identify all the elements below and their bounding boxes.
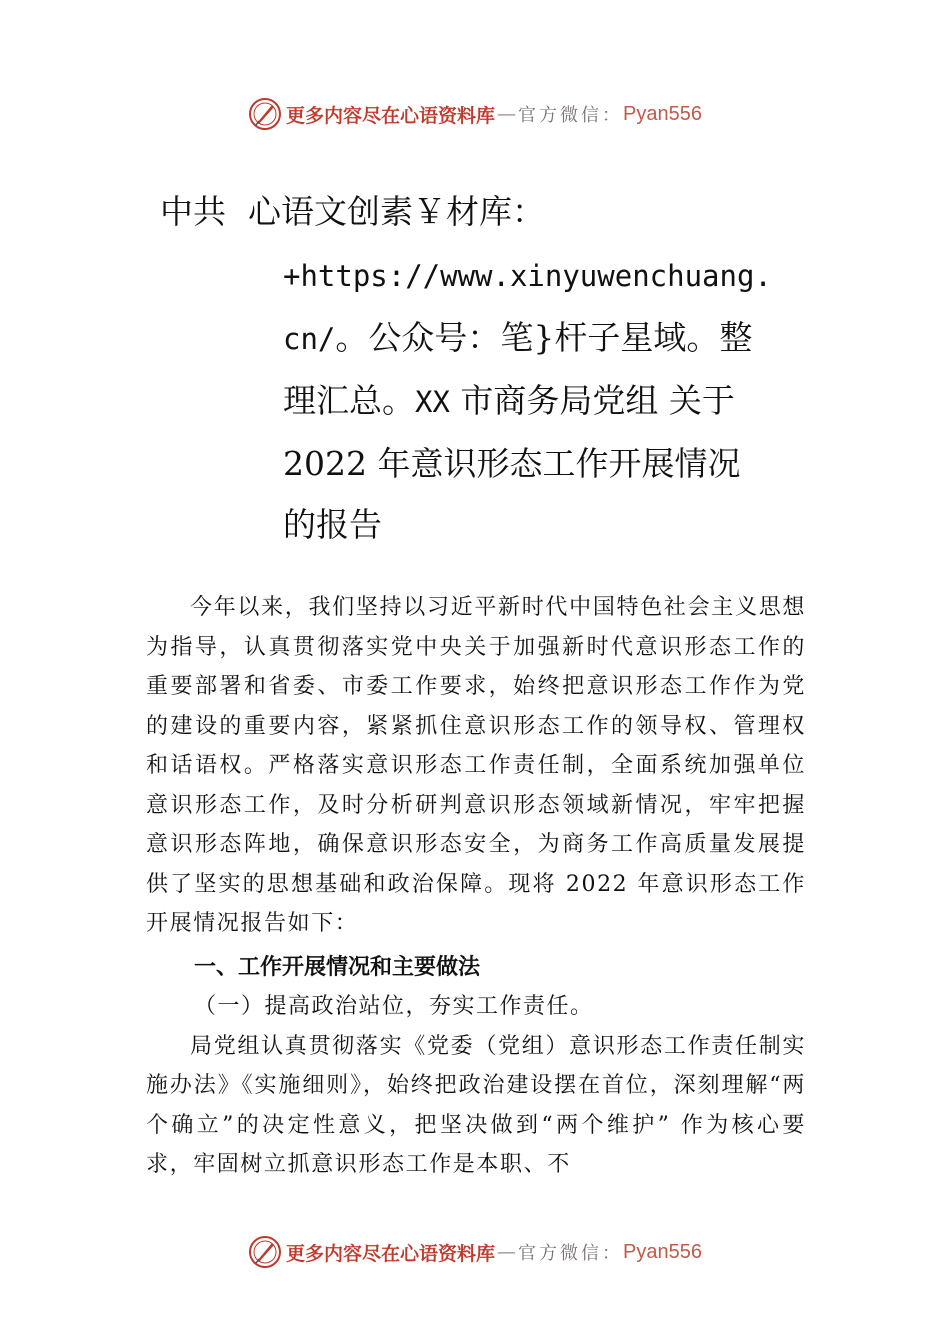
intro-paragraph: 今年以来，我们坚持以习近平新时代中国特色社会主义思想为指导，认真贯彻落实党中央关于加强新时代意识形态工作的重要部署和省委、市委工作要求，始终把意识形态工作作为党的建设的重要内容，紧紧抓住意识形态工作的领导权、管理权和话语权。严格落实意识形态工作责任制，全面系统加强单位意识形态工作，及时分析研判意识形态领域新情况，牢牢把握意识形态阵地，确保意识形态安全，为商务工作高质量发展提供了坚实的思想基础和政治保障。现将 2022 年意识形态工作开展情况报告如下： <box>146 595 806 936</box>
title-line-1 <box>160 186 545 233</box>
title-part: 市商务局党组 关于 <box>449 381 735 420</box>
subsection-heading: （一）提高政治站位，夯实工作责任。 <box>194 994 594 1019</box>
title-line-6: 的报告 <box>283 505 382 544</box>
title-line-3 <box>283 307 783 370</box>
banner-dash: — <box>497 103 517 125</box>
title-part: 。公众号：笔}杆子星域。整 <box>335 318 753 357</box>
quill-logo-icon <box>248 97 282 131</box>
banner-wechat-label: 官方微信： <box>518 105 624 126</box>
banner-promo-text: 更多内容尽在心语资料库 <box>286 104 496 127</box>
title-part: 心语文创素￥材库： <box>248 192 545 231</box>
title-part: 理汇总。 <box>283 381 415 420</box>
section-heading: 一、工作开展情况和主要做法 <box>194 954 481 980</box>
title-part: 中共 <box>160 192 226 231</box>
title-line-4 <box>283 370 783 433</box>
header-banner <box>0 94 950 134</box>
banner-wechat-label: 官方微信： <box>518 1243 624 1264</box>
document-body <box>146 588 806 1185</box>
document-title <box>283 246 783 555</box>
quill-logo-icon <box>248 1235 282 1269</box>
banner-wechat-id: Pyan556 <box>623 102 702 125</box>
title-line-5: 2022 年意识形态工作开展情况 <box>283 444 741 483</box>
banner-dash: — <box>497 1241 517 1263</box>
banner-promo-text: 更多内容尽在心语资料库 <box>286 1242 496 1265</box>
footer-banner <box>0 1232 950 1272</box>
title-part: cn/ <box>283 322 336 356</box>
title-part: XX <box>415 385 450 419</box>
title-line-2: +https://www.xinyuwenchuang. <box>283 259 772 293</box>
body-paragraph: 局党组认真贯彻落实《党委（党组）意识形态工作责任制实施办法》《实施细则》，始终把政治建设摆在首位，深刻理解“两个确立”的决定性意义，把坚决做到“两个维护” 作为核心要求，牢固树立抓意识形态工作是本职、不 <box>146 1033 806 1177</box>
banner-wechat-id: Pyan556 <box>623 1240 702 1263</box>
